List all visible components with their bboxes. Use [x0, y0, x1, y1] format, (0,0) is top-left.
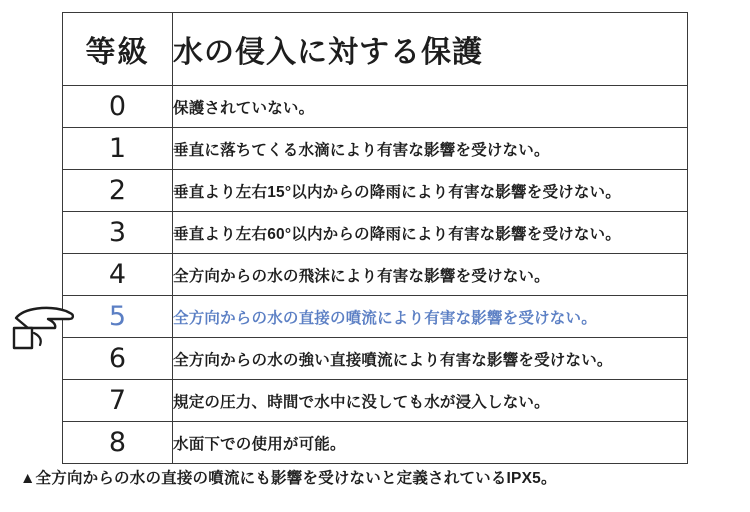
table-header [63, 13, 688, 86]
table-row [63, 254, 688, 296]
column-header-grade: 等級 [63, 13, 173, 86]
grade-value: 6 [63, 338, 173, 380]
grade-description: 全方向からの水の飛沫により有害な影響を受けない。 [173, 254, 688, 296]
column-header-description: 水の侵入に対する保護 [173, 13, 688, 86]
table-header-row [63, 13, 688, 86]
grade-value: 8 [63, 422, 173, 464]
table-row [63, 380, 688, 422]
grade-description: 規定の圧力、時間で水中に没しても水が浸入しない。 [173, 380, 688, 422]
footnote-text: ▲全方向からの水の直接の噴流にも影響を受けないと定義されているIPX5。 [20, 470, 557, 487]
table-row [63, 170, 688, 212]
table-body [63, 86, 688, 464]
grade-description: 全方向からの水の強い直接噴流により有害な影響を受けない。 [173, 338, 688, 380]
grade-value: 1 [63, 128, 173, 170]
pointing-hand-icon [8, 300, 80, 358]
table-row-highlighted [63, 296, 688, 338]
table-row [63, 128, 688, 170]
grade-description: 垂直より左右15°以内からの降雨により有害な影響を受けない。 [173, 170, 688, 212]
grade-description: 垂直より左右60°以内からの降雨により有害な影響を受けない。 [173, 212, 688, 254]
grade-value: 5 [63, 296, 173, 338]
table-row [63, 86, 688, 128]
grade-value: 4 [63, 254, 173, 296]
table-row [63, 422, 688, 464]
table-row [63, 212, 688, 254]
grade-description: 水面下での使用が可能。 [173, 422, 688, 464]
grade-value: 3 [63, 212, 173, 254]
grade-description: 保護されていない。 [173, 86, 688, 128]
grade-description: 垂直に落ちてくる水滴により有害な影響を受けない。 [173, 128, 688, 170]
grade-description: 全方向からの水の直接の噴流により有害な影響を受けない。 [173, 296, 688, 338]
table-row [63, 338, 688, 380]
grade-value: 2 [63, 170, 173, 212]
grade-value: 0 [63, 86, 173, 128]
ip-rating-table-container [62, 12, 688, 464]
ip-rating-table [62, 12, 688, 464]
grade-value: 7 [63, 380, 173, 422]
